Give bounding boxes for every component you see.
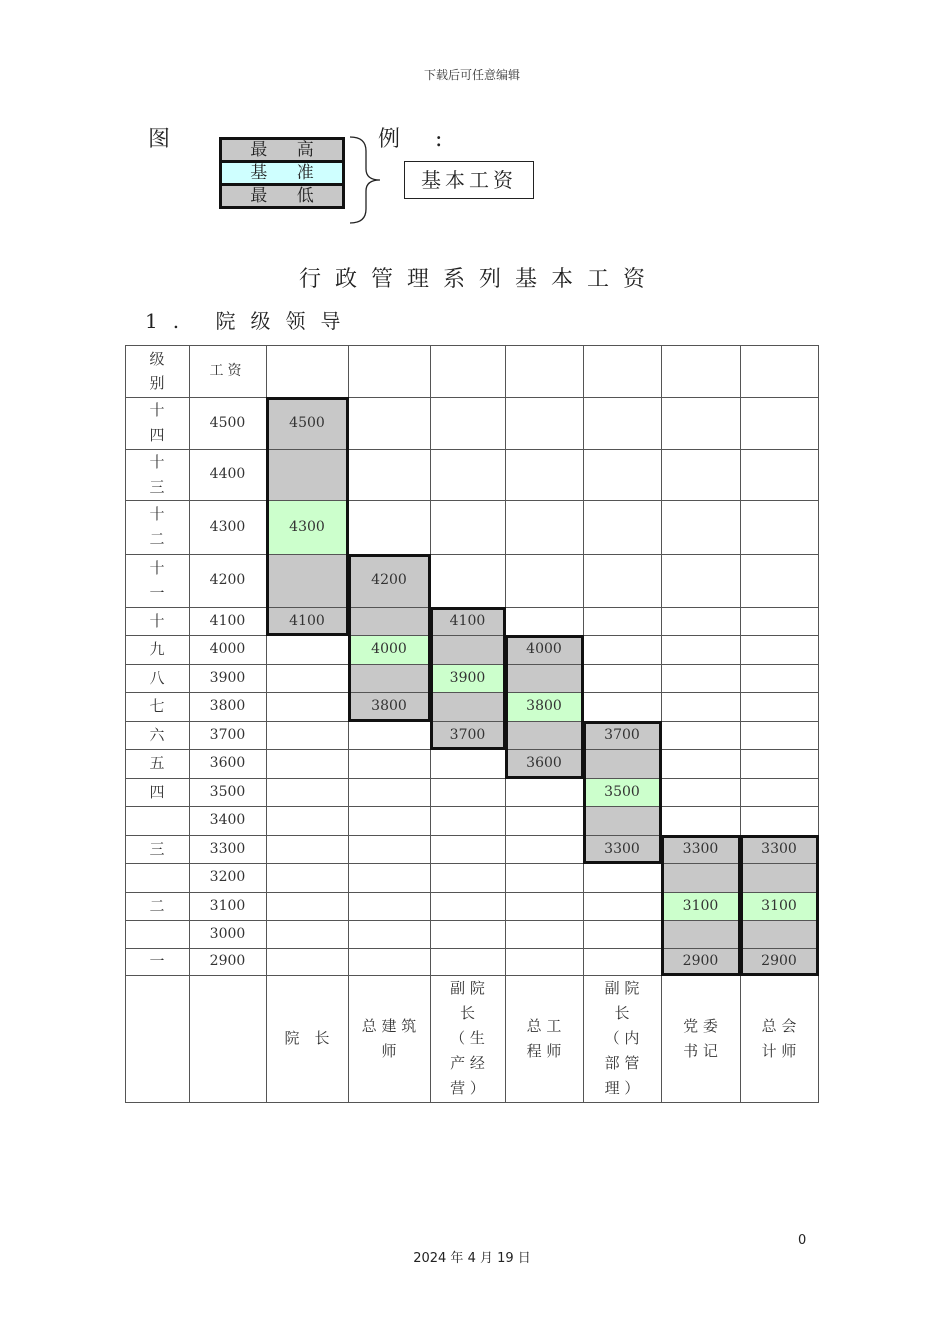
value-max: 4200 (371, 572, 407, 589)
value-min: 3800 (371, 698, 407, 715)
level-cell: 三 (149, 839, 165, 858)
footer-date: 2024 年 4 月 19 日 (413, 1251, 531, 1266)
salary-cell: 4300 (209, 518, 246, 535)
salary-cell: 4200 (209, 572, 246, 589)
salary-cell: 4400 (209, 466, 246, 483)
level-cell: 四 (149, 782, 165, 801)
position-name: 院 长 (284, 1029, 330, 1047)
level-cell (125, 920, 189, 948)
value-min: 2900 (761, 953, 797, 970)
legend-max: 最 高 (219, 137, 345, 163)
salary-cell: 2900 (209, 953, 246, 970)
header-level: 级 别 (149, 350, 165, 392)
salary-cell: 3500 (209, 783, 246, 800)
value-min: 3700 (449, 726, 486, 743)
salary-cell: 3000 (209, 925, 246, 942)
legend-base: 基 准 (219, 160, 345, 186)
value-max: 3700 (604, 726, 640, 743)
legend-label-left: 图 (148, 127, 171, 152)
level-cell: 十 四 (149, 401, 165, 444)
salary-cell: 4000 (209, 641, 246, 658)
level-cell: 十 三 (149, 452, 165, 496)
value-max: 3300 (682, 840, 719, 857)
page-number: 0 (798, 1233, 807, 1248)
salary-cell: 4500 (209, 414, 246, 431)
value-max: 4000 (526, 641, 562, 658)
level-cell (125, 806, 189, 835)
value-base: 3800 (526, 698, 562, 715)
salary-cell: 3600 (209, 755, 246, 772)
level-cell: 八 (149, 668, 165, 687)
value-max: 4500 (289, 414, 325, 431)
value-base: 3900 (449, 669, 486, 686)
salary-cell: 3700 (209, 726, 246, 743)
value-base: 3500 (604, 783, 640, 800)
value-base: 4300 (289, 518, 325, 535)
salary-cell: 3400 (209, 812, 246, 829)
position-name: 总 工 程 师 (526, 1016, 562, 1060)
value-min: 2900 (682, 953, 719, 970)
level-cell: 九 (149, 640, 165, 658)
value-base: 3100 (761, 897, 797, 914)
level-cell: 十 (149, 611, 165, 630)
salary-cell: 3200 (209, 869, 246, 886)
salary-cell: 3300 (209, 840, 246, 857)
legend-min: 最 低 (219, 183, 345, 209)
legend-label-right: 例 : (378, 127, 457, 152)
level-cell: 七 (149, 697, 165, 715)
grid-hline (125, 1102, 819, 1103)
position-name: 副 院 长 （ 内 部 管 理 ） (604, 979, 640, 1097)
position-name: 总 建 筑 师 (361, 1016, 417, 1060)
position-name: 总 会 计 师 (761, 1016, 797, 1060)
legend-target-box: 基本工资 (404, 161, 534, 199)
value-min: 3600 (526, 755, 562, 772)
value-max: 3300 (761, 840, 797, 857)
position-name: 副 院 长 （ 生 产 经 营 ） (450, 979, 485, 1097)
salary-cell: 4100 (209, 612, 246, 629)
section-title: 1. 院级领导 (145, 309, 356, 333)
header-salary: 工资 (209, 362, 246, 379)
value-base: 3100 (682, 897, 719, 914)
header-note: 下载后可任意编辑 (423, 68, 520, 82)
salary-cell: 3100 (209, 897, 246, 914)
document-title: 行政管理系列基本工资 (298, 267, 659, 292)
level-cell: 一 (149, 952, 165, 970)
position-name: 党 委 书 记 (683, 1016, 718, 1060)
value-max: 4100 (449, 612, 486, 629)
salary-cell: 3900 (209, 669, 246, 686)
value-min: 4100 (289, 612, 325, 629)
value-base: 4000 (371, 641, 407, 658)
level-cell (125, 863, 189, 892)
level-cell: 十 二 (149, 505, 165, 548)
level-cell: 六 (149, 725, 165, 744)
level-cell: 十 一 (149, 558, 165, 602)
salary-cell: 3800 (209, 698, 246, 715)
level-cell: 五 (149, 754, 165, 772)
value-min: 3300 (604, 840, 640, 857)
level-cell: 二 (149, 896, 165, 915)
grid-vline (818, 345, 819, 1103)
